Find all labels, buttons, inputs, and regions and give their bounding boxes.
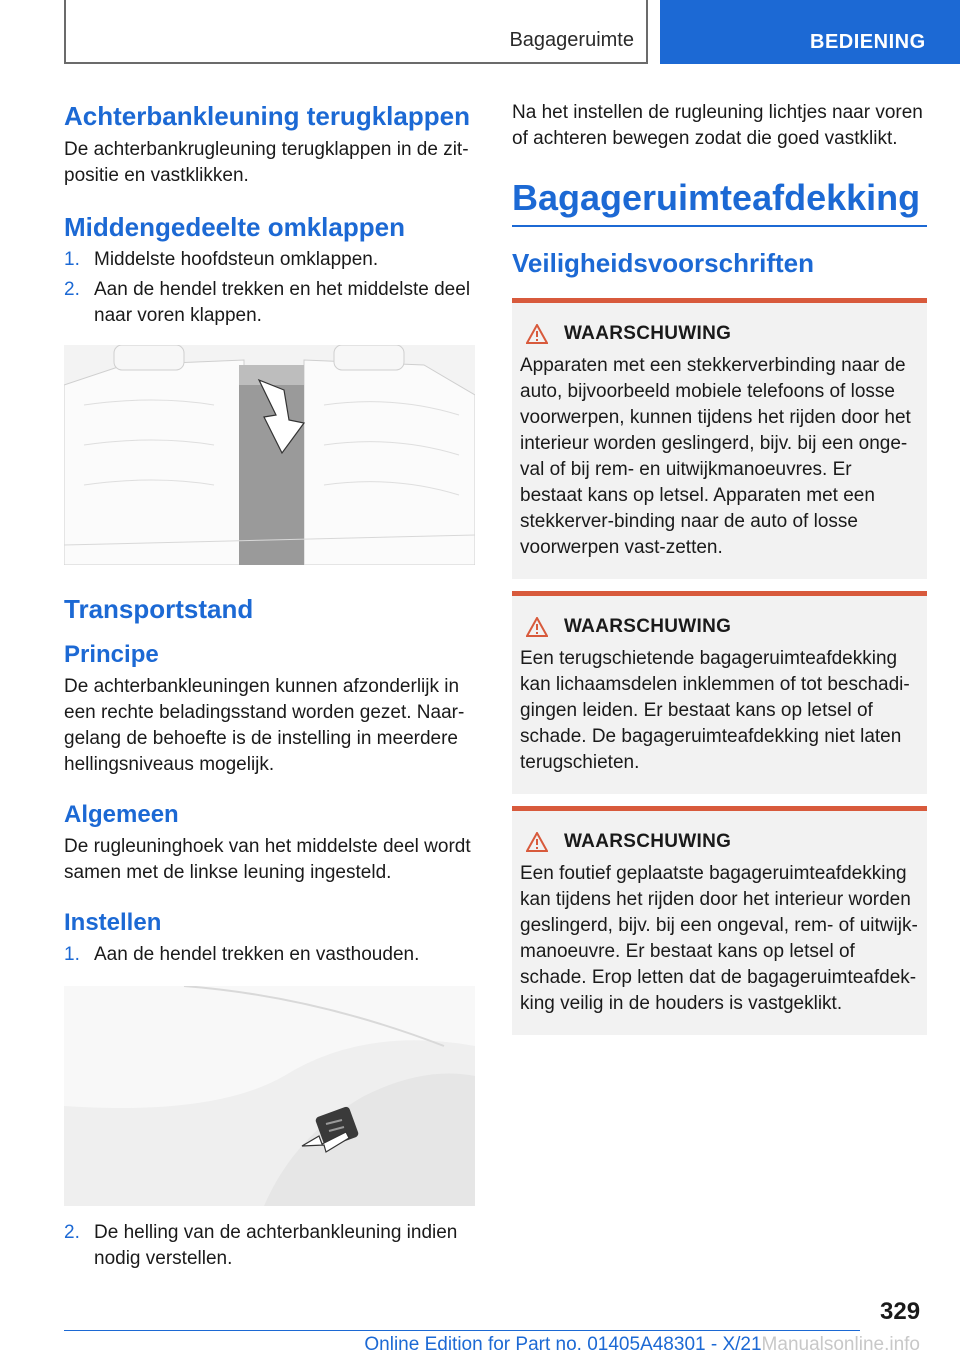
footer-watermark: Manualsonline.info	[761, 1334, 920, 1355]
heading-transportstand: Transportstand	[64, 594, 254, 624]
warning-box	[512, 591, 927, 794]
warning-triangle-icon	[526, 324, 548, 344]
heading-principe: Principe	[64, 640, 159, 668]
steps-instellen-1	[64, 942, 479, 968]
steps-instellen-2	[64, 1220, 479, 1272]
text-intro: Na het instellen de rugleuning lichtjes naar voren of achteren bewegen zodat die goed vastklikt.	[512, 102, 923, 149]
right-column	[512, 100, 927, 1047]
warning-text: Een terugschietende bagageruimteafdekking kan lichaamsdelen inklemmen of tot beschadi-gingen leiden. Er bestaat kans op letsel of schade. De bagageruimteafdekking niet laten terugschieten.	[520, 647, 910, 773]
left-column	[64, 100, 479, 1276]
heading-veiligheidsvoorschriften: Veiligheidsvoorschriften	[512, 248, 814, 279]
footer-divider	[64, 1330, 860, 1331]
steps-middengedeelte	[64, 247, 479, 329]
header-box	[64, 0, 648, 64]
seat-lever-illustration	[64, 986, 475, 1206]
heading-algemeen: Algemeen	[64, 800, 179, 828]
warning-box	[512, 806, 927, 1035]
footer	[0, 1334, 960, 1356]
page-number: 329	[880, 1298, 921, 1325]
text-algemeen: De rugleuninghoek van het middelste deel wordt samen met de linkse leuning ingesteld.	[64, 835, 471, 883]
warning-box	[512, 298, 927, 579]
heading-terugklappen: Achterbankleuning terugklappen	[64, 101, 470, 131]
heading-bagageruimteafdekking: Bagageruimteafdekking	[512, 176, 927, 227]
warning-text: Apparaten met een stekkerverbinding naar de auto, bijvoorbeeld mobiele telefoons of losse voorwerpen, kunnen tijdens het rijden door het interieur worden geslingerd, bijv. bij een onge-val of bij rem- en uitwijkmanoeuvres. Er bestaat kans op letsel. Apparaten met een stekkerver-binding naar de auto of losse voorwerpen vast-zetten.	[520, 354, 911, 558]
list-item: 2. Aan de hendel trekken en het middelste deel naar voren klappen.	[64, 279, 471, 326]
heading-instellen: Instellen	[64, 908, 162, 936]
warning-triangle-icon	[526, 617, 548, 637]
warning-title: WAARSCHUWING	[564, 830, 732, 852]
chapter-tab	[660, 0, 960, 64]
warning-title: WAARSCHUWING	[564, 615, 732, 637]
list-item: 1. Aan de hendel trekken en vasthouden.	[64, 943, 420, 965]
warning-text: Een foutief geplaatste bagageruimteafdekking kan tijdens het rijden door het interieur worden geslingerd, bijv. bij een ongeval, rem- of uitwijk-manoeuvre. Er bestaat kans op letsel of schade. Erop letten dat de bagageruimteafdek-king veilig in de houders is vastgeklikt.	[520, 862, 918, 1014]
list-item: 2. De helling van de achterbankleuning indien nodig verstellen.	[64, 1221, 458, 1269]
text-principe: De achterbankleuningen kunnen afzonderlijk in een rechte beladingsstand worden gezet. Naar-gelang de behoefte is de instelling in meerdere hellingsniveaus mogelijk.	[64, 675, 465, 775]
warning-title: WAARSCHUWING	[564, 322, 732, 344]
text-terugklappen: De achterbankrugleuning terugklappen in de zit-positie en vastklikken.	[64, 138, 469, 186]
footer-text: Online Edition for Part no. 01405A48301 - X/21	[364, 1334, 762, 1355]
rear-seat-illustration	[64, 345, 475, 565]
section-title: Bagageruimte	[509, 29, 634, 51]
list-item: 1. Middelste hoofdsteun omklappen.	[64, 249, 379, 270]
chapter-title: BEDIENING	[810, 31, 926, 53]
warning-triangle-icon	[526, 832, 548, 852]
heading-middengedeelte: Middengedeelte omklappen	[64, 211, 405, 242]
